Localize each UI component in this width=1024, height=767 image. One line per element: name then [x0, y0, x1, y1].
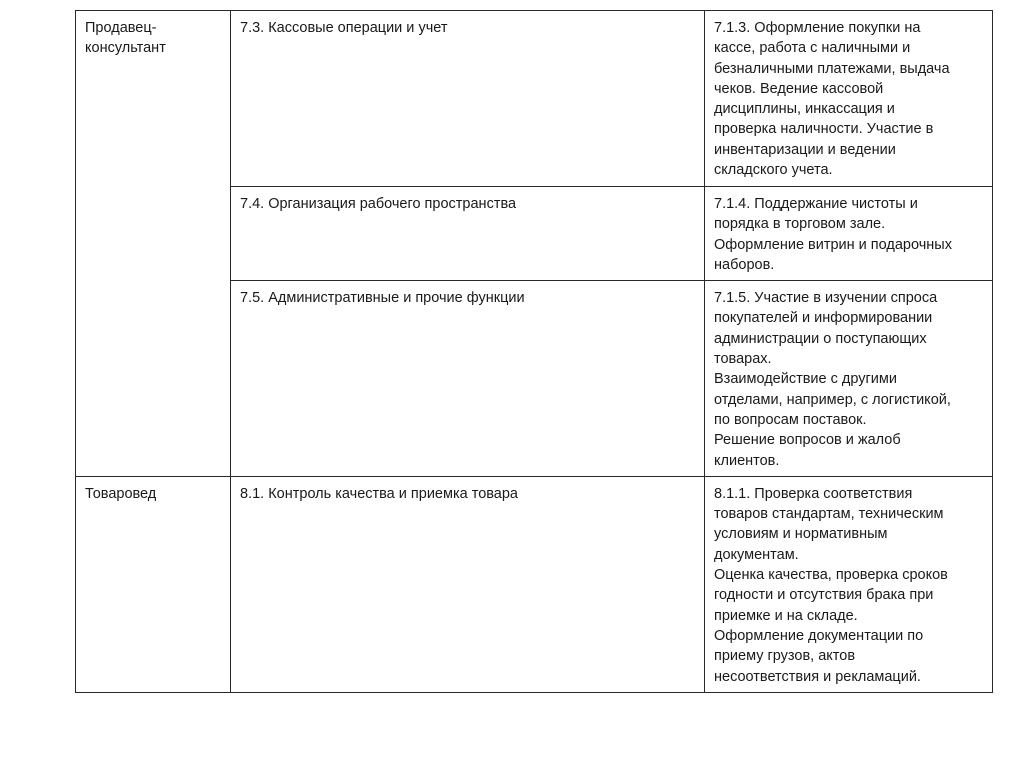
table-row [76, 11, 993, 187]
details-line: отделами, например, с логистикой, [714, 391, 951, 408]
details-cell [705, 11, 993, 187]
details-line: безналичными платежами, выдача [714, 60, 950, 77]
responsibilities-table [75, 10, 993, 693]
details-line: 7.1.3. Оформление покупки на [714, 20, 921, 36]
section-title: 8.1. Контроль качества и приемка товара [240, 485, 518, 502]
details-line: наборов. [714, 256, 775, 273]
section-title: 7.4. Организация рабочего пространства [240, 196, 517, 212]
table-row [76, 476, 993, 692]
details-line: годности и отсутствия брака при [714, 587, 934, 604]
section-cell [231, 187, 705, 281]
details-cell [705, 187, 993, 281]
details-line: 8.1.1. Проверка соответствия [714, 485, 913, 502]
details-line: Оценка качества, проверка сроков [714, 567, 948, 584]
details-line: складского учета. [714, 162, 833, 179]
details-line: дисциплины, инкассация и [714, 101, 895, 118]
section-title: 7.3. Кассовые операции и учет [240, 20, 448, 36]
role-line: консультант [85, 40, 166, 57]
details-line: 7.1.4. Поддержание чистоты и [714, 196, 918, 212]
section-cell [231, 281, 705, 477]
section-cell [231, 11, 705, 187]
details-line: товаров стандартам, техническим [714, 506, 944, 523]
details-line: 7.1.5. Участие в изучении спроса [714, 290, 938, 307]
details-line: покупателей и информировании [714, 310, 933, 327]
details-line: проверка наличности. Участие в [714, 121, 934, 138]
details-cell [705, 281, 993, 477]
details-line: Решение вопросов и жалоб [714, 432, 901, 449]
details-cell [705, 476, 993, 692]
role-line: Товаровед [85, 485, 157, 502]
details-line: кассе, работа с наличными и [714, 40, 911, 57]
section-cell [231, 476, 705, 692]
section-title: 7.5. Административные и прочие функции [240, 290, 525, 307]
details-line: товарах. [714, 351, 772, 368]
details-line: инвентаризации и ведении [714, 141, 896, 158]
details-line: приему грузов, актов [714, 648, 856, 665]
details-line: порядка в торговом зале. [714, 216, 886, 233]
details-line: условиям и нормативным [714, 526, 888, 543]
details-line: документам. [714, 546, 799, 563]
details-line: Взаимодействие с другими [714, 371, 897, 388]
details-line: по вопросам поставок. [714, 411, 867, 428]
details-line: Оформление витрин и подарочных [714, 236, 952, 253]
details-line: администрации о поступающих [714, 330, 927, 347]
details-line: несоответствия и рекламаций. [714, 668, 921, 685]
role-cell-merchandiser [76, 476, 231, 692]
details-line: клиентов. [714, 452, 780, 469]
details-line: приемке и на складе. [714, 607, 858, 624]
role-line: Продавец- [85, 20, 157, 36]
details-line: Оформление документации по [714, 627, 924, 644]
role-cell-sales-consultant [76, 11, 231, 477]
details-line: чеков. Ведение кассовой [714, 80, 884, 97]
